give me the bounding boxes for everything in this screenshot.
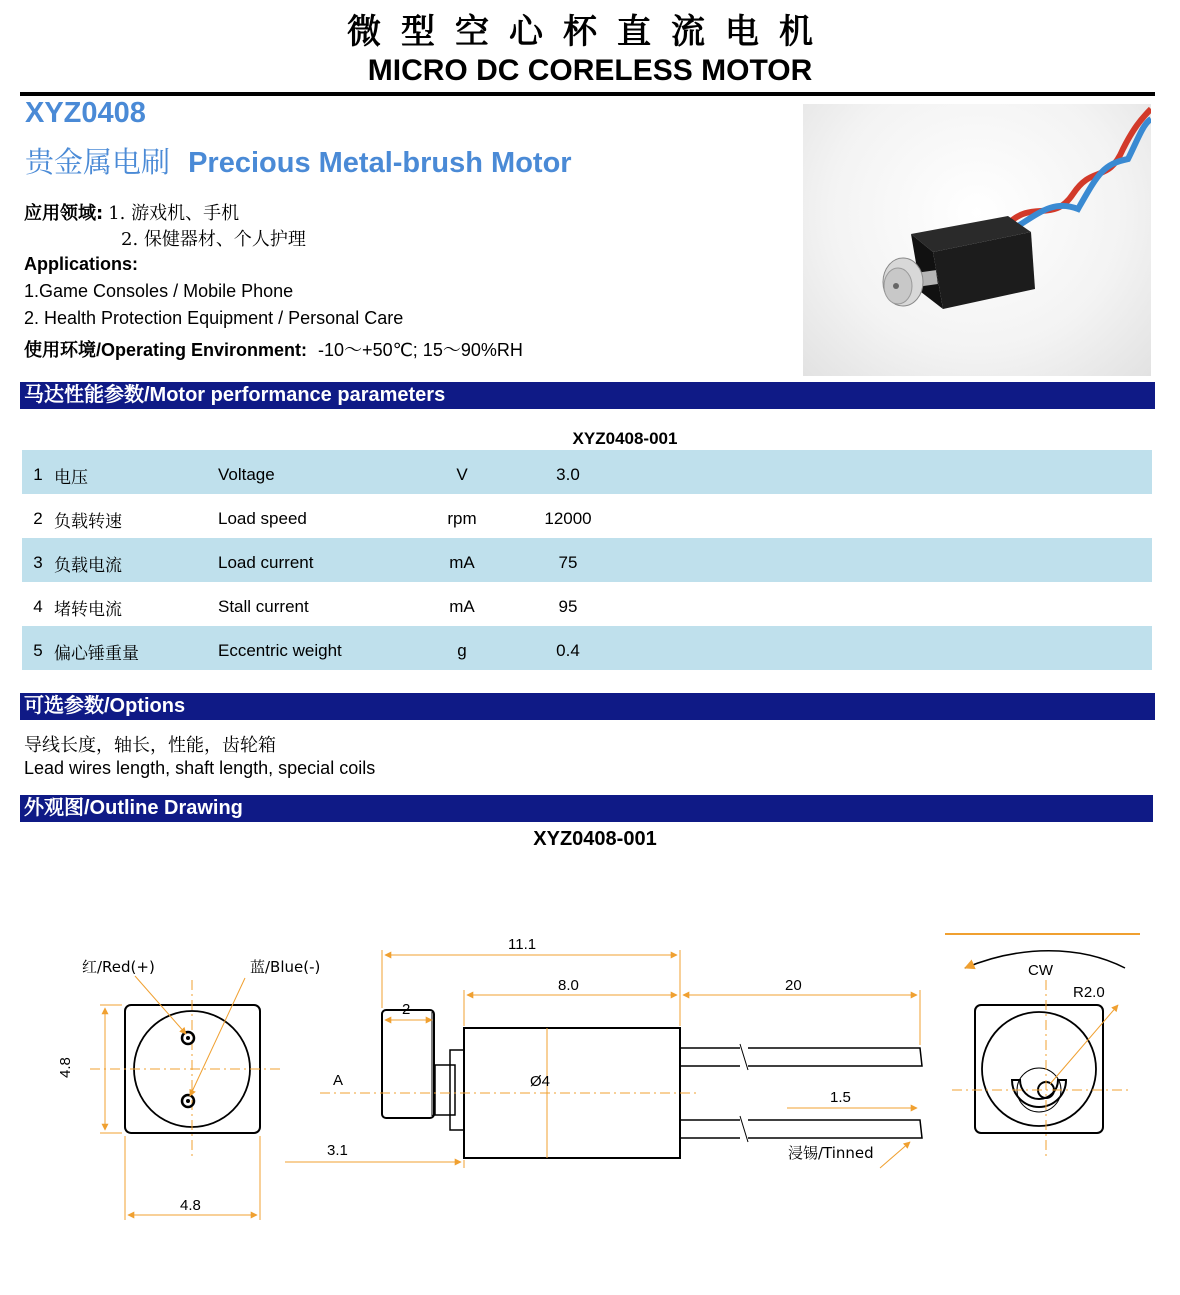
row-padding (618, 450, 1152, 494)
param-name-cn: 电压 (54, 450, 218, 494)
row-padding (618, 626, 1152, 670)
table-row (22, 538, 1152, 582)
drawing-model: XYZ0408-001 (533, 828, 657, 850)
label-red: 红/Red(+) (82, 958, 155, 976)
row-number: 4 (33, 597, 43, 616)
title-english: MICRO DC CORELESS MOTOR (367, 54, 813, 87)
param-name-cn: 负载转速 (54, 511, 122, 532)
applications-label-cn: 应用领域: (24, 203, 104, 224)
param-unit: mA (449, 597, 475, 616)
dim-1-5: 1.5 (830, 1089, 851, 1106)
param-unit: rpm (447, 509, 477, 528)
param-name-en: Load speed (218, 509, 307, 528)
row-number: 5 (22, 626, 54, 670)
application-item-1-en: 1.Game Consoles / Mobile Phone (24, 281, 294, 301)
dim-8-0: 8.0 (558, 977, 579, 994)
table-row (22, 626, 1152, 670)
dim-4-8-vertical: 4.8 (57, 1057, 74, 1078)
param-unit: g (406, 626, 518, 670)
application-item-2-cn: 2. 保健器材、个人护理 (121, 229, 306, 250)
product-subtitle (25, 140, 572, 181)
param-name-cn: 负载电流 (54, 538, 218, 582)
param-value: 0.4 (518, 626, 618, 670)
motor-photo-illustration (803, 104, 1151, 376)
section-bar-options (20, 693, 1155, 720)
options-cn: 导线长度，轴长，性能，齿轮箱 (24, 735, 276, 756)
row-number: 2 (33, 509, 43, 528)
param-unit: V (406, 450, 518, 494)
dim-2: 2 (402, 1001, 411, 1018)
param-name-cn: 堵转电流 (54, 599, 122, 620)
table-row (22, 494, 1152, 538)
env-value: -10～+50℃; 15～90%RH (318, 340, 523, 360)
parameters-table (22, 450, 1152, 670)
param-value: 95 (558, 597, 578, 616)
product-photo (803, 104, 1151, 376)
title-chinese: 微型空心杯直流电机 (347, 12, 833, 52)
end-view-left (90, 976, 280, 1220)
model-number: XYZ0408 (25, 97, 146, 129)
dim-r2: R2.0 (1073, 984, 1105, 1001)
section-options-title: 可选参数/Options (24, 695, 186, 717)
dim-a: A (333, 1072, 344, 1089)
application-item-1-cn: 1. 游戏机、手机 (108, 203, 240, 224)
row-number: 3 (22, 538, 54, 582)
dim-phi4: Ø4 (530, 1073, 551, 1090)
dim-11-1: 11.1 (508, 936, 537, 953)
row-padding (618, 582, 1152, 626)
param-value: 3.0 (518, 450, 618, 494)
applications-label-en: Applications: (24, 254, 139, 274)
param-name-en: Load current (218, 538, 406, 582)
param-unit: mA (406, 538, 518, 582)
header-rule (20, 92, 1155, 96)
param-value: 12000 (544, 509, 592, 528)
table-row (22, 582, 1152, 626)
applications-cn-1 (24, 199, 239, 225)
section-bar-outline (20, 795, 1153, 822)
table-column-model: XYZ0408-001 (572, 429, 678, 448)
label-tinned: 浸锡/Tinned (788, 1144, 874, 1162)
side-view (285, 950, 922, 1168)
row-padding (618, 494, 1152, 538)
row-number: 1 (22, 450, 54, 494)
section-bar-performance (20, 382, 1155, 409)
subtitle-en: Precious Metal-brush Motor (188, 147, 572, 179)
dim-20: 20 (785, 977, 802, 994)
dim-3-1: 3.1 (327, 1142, 348, 1159)
label-blue: 蓝/Blue(-) (250, 958, 321, 976)
subtitle-cn: 贵金属电刷 (25, 145, 171, 179)
param-name-cn: 偏心锤重量 (54, 626, 218, 670)
options-en: Lead wires length, shaft length, special coils (24, 758, 376, 778)
outline-drawing (40, 920, 1150, 1230)
operating-environment (24, 336, 523, 362)
table-row (22, 450, 1152, 494)
param-value: 75 (518, 538, 618, 582)
param-name-en: Eccentric weight (218, 626, 406, 670)
application-item-2-en: 2. Health Protection Equipment / Personal Care (24, 308, 404, 328)
row-padding (618, 538, 1152, 582)
label-cw: CW (1028, 962, 1053, 979)
env-label: 使用环境/Operating Environment: (24, 340, 308, 360)
section-performance-title: 马达性能参数/Motor performance parameters (24, 384, 446, 406)
param-name-en: Stall current (218, 597, 309, 616)
section-outline-title: 外观图/Outline Drawing (24, 797, 243, 819)
param-name-en: Voltage (218, 450, 406, 494)
dim-4-8-horizontal: 4.8 (180, 1197, 201, 1214)
